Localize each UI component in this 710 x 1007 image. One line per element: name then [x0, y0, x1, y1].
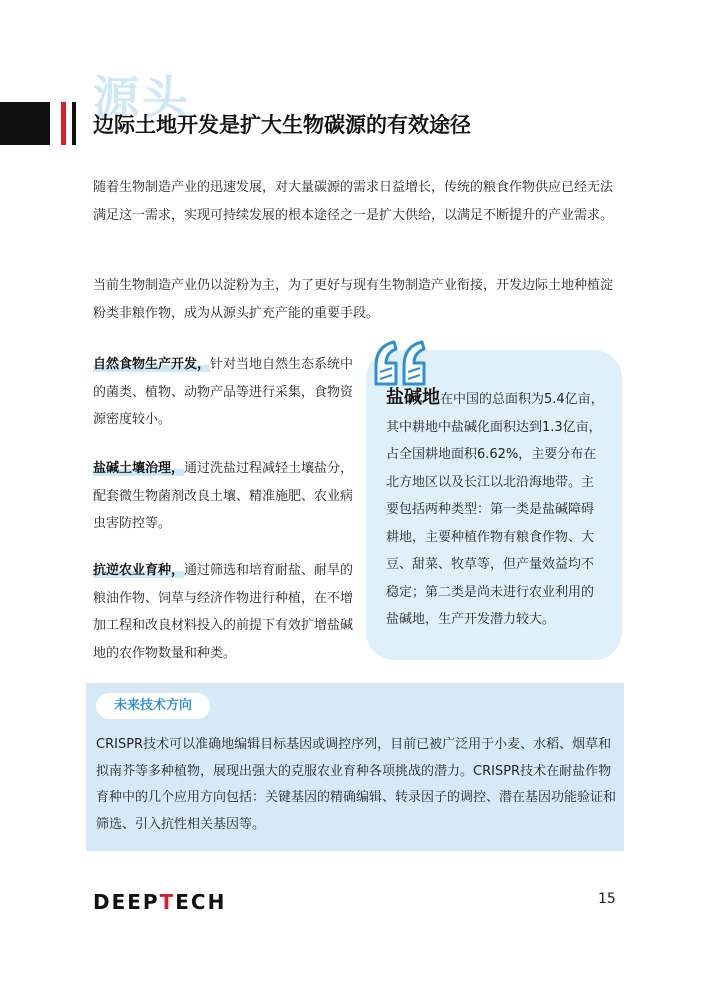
approach-term: 抗逆农业育种，: [93, 563, 185, 578]
section-watermark: 源头: [93, 71, 191, 125]
quote-term: 盐碱地: [386, 387, 440, 408]
header-red-bar: [61, 102, 66, 145]
approach-breeding: [93, 557, 361, 667]
page-title: 边际土地开发是扩大生物碳源的有效途径: [93, 113, 471, 137]
approach-text: 针对当地自然生态系统中的菌类、植物、动物产品等进行采集，食物资源密度较小。: [93, 357, 354, 427]
approach-text: 通过洗盐过程减轻土壤盐分，配套微生物菌剂改良土壤、精准施肥、农业病虫害防控等。: [93, 461, 354, 531]
future-tech-label: 未来技术方向: [96, 693, 210, 719]
header-black-bar: [72, 102, 76, 145]
approach-term: 盐碱土壤治理，: [93, 461, 185, 476]
quote-icon: [372, 338, 432, 388]
approach-text: 通过筛选和培育耐盐、耐旱的粮油作物、饲草与经济作物进行种植，在不增加工程和改良材料投入的前提下有效扩增盐碱地的农作物数量和种类。: [93, 563, 354, 661]
future-tech-text: CRISPR技术可以准确地编辑目标基因或调控序列，目前已被广泛用于小麦、水稻、烟草和拟南芥等多种植物，展现出强大的克服农业育种各项挑战的潜力。CRISPR技术在耐盐作物育种中的几个应用方向包括：关键基因的精确编辑、转录因子的调控、潜在基因功能验证和筛选、引入抗性相关基因等。: [96, 737, 617, 832]
deeptech-logo: DEEPTECH: [93, 890, 227, 914]
intro-paragraph-2: 当前生物制造产业仍以淀粉为主，为了更好与现有生物制造产业衔接，开发边际土地种植淀粉类非粮作物，成为从源头扩充产能的重要手段。: [93, 278, 614, 321]
approach-term: 自然食物生产开发，: [93, 357, 211, 372]
header-black-block: [0, 102, 50, 145]
quote-text: [386, 384, 606, 634]
page-number: 15: [598, 891, 616, 907]
approach-saline-soil: [93, 455, 361, 538]
intro-paragraph-1: 随着生物制造产业的迅速发展，对大量碳源的需求日益增长，传统的粮食作物供应已经无法满足这一需求，实现可持续发展的根本途径之一是扩大供给，以满足不断提升的产业需求。: [93, 180, 614, 223]
approach-natural-food: [93, 351, 361, 434]
quote-body: 在中国的总面积为5.4亿亩，其中耕地中盐碱化面积达到1.3亿亩，占全国耕地面积6.62%，主要分布在北方地区以及长江以北沿海地带。主要包括两种类型：第一类是盐碱障碍耕地，主要种植作物有粮食作物、大豆、甜菜、牧草等，但产量效益均不稳定；第二类是尚未进行农业利用的盐碱地，生产开发潜力较大。: [386, 392, 604, 627]
